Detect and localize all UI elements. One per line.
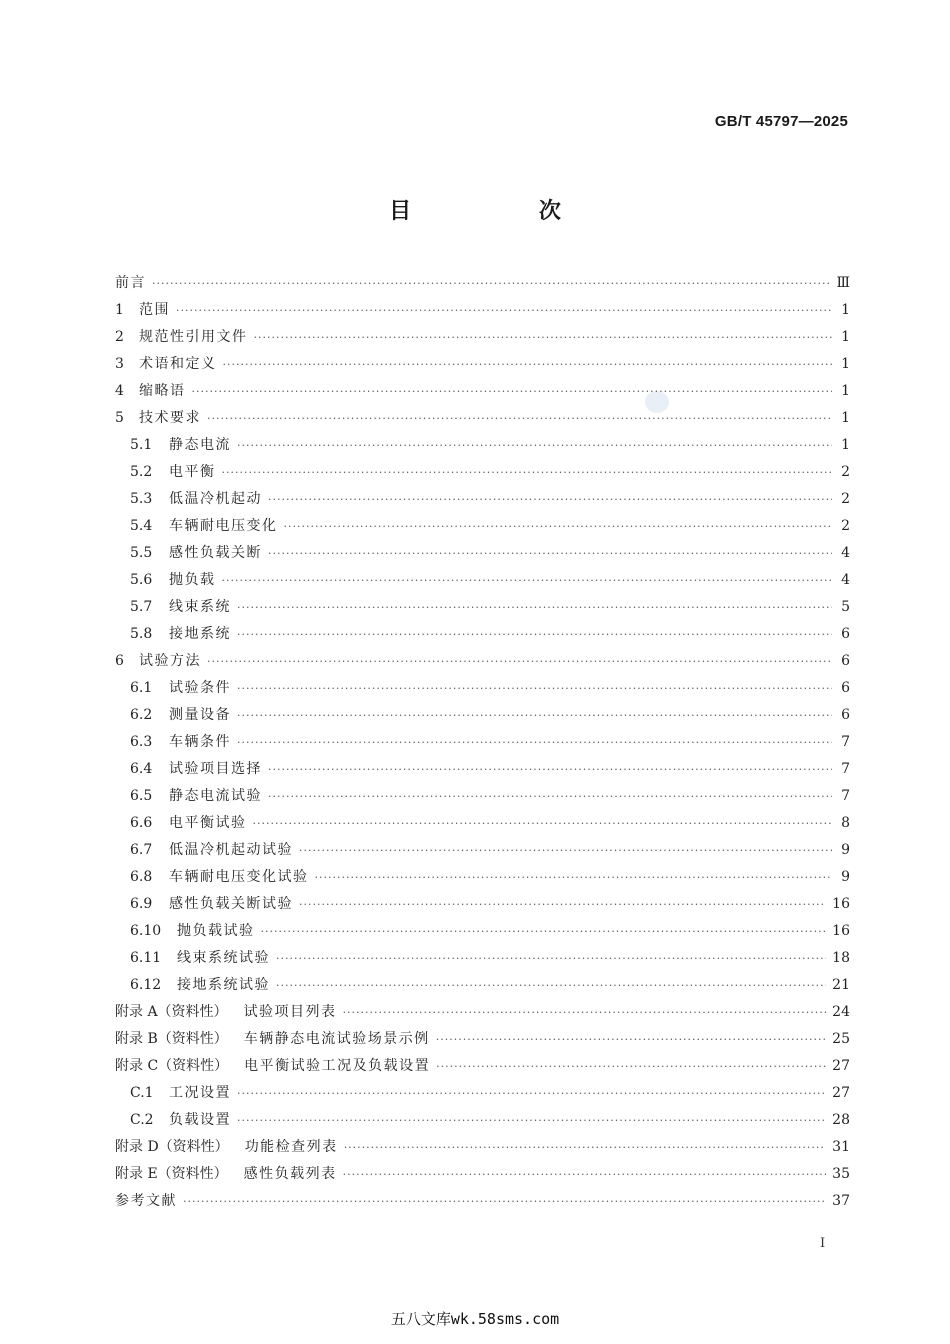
toc-entry-label: 功能检查列表	[244, 1139, 338, 1155]
toc-entry-number: 6.2	[130, 707, 153, 723]
toc-entry-number: 1	[115, 302, 124, 318]
toc-leader-dots	[223, 351, 833, 378]
toc-entry[interactable]	[115, 702, 850, 729]
toc-entry-page: 6	[841, 653, 850, 669]
toc-entry-label: 试验条件	[169, 680, 231, 696]
toc-entry-number: 附录 A（资料性）	[115, 1004, 228, 1020]
toc-leader-dots	[268, 540, 832, 567]
toc-entry-label: 线束系统试验	[177, 950, 270, 966]
toc-entry-number: 6.9	[130, 896, 153, 912]
toc-entry-label: 线束系统	[169, 599, 231, 615]
toc-entry-number: 5.2	[130, 464, 153, 480]
toc-entry-number: 5.8	[130, 626, 153, 642]
toc-leader-dots	[276, 945, 826, 972]
toc-entry-page: 5	[841, 599, 850, 615]
toc-leader-dots	[152, 270, 830, 297]
toc-entry-label: 负载设置	[169, 1112, 231, 1128]
toc-entry-label: 试验方法	[139, 653, 201, 669]
toc-entry-number: 2	[115, 329, 124, 345]
toc-entry-label: 试验项目选择	[169, 761, 262, 777]
toc-entry-page: 1	[841, 437, 850, 453]
toc-entry-number: 5	[115, 410, 124, 426]
toc-entry-label: 抛负载	[169, 572, 216, 588]
toc-entry[interactable]	[115, 810, 850, 837]
toc-entry-page: 4	[841, 572, 850, 588]
toc-leader-dots	[276, 972, 826, 999]
toc-leader-dots	[268, 783, 832, 810]
toc-leader-dots	[222, 459, 833, 486]
toc-entry-number: 附录 C（资料性）	[115, 1058, 229, 1074]
toc-leader-dots	[299, 891, 826, 918]
toc-entry[interactable]	[115, 972, 850, 999]
toc-leader-dots	[253, 810, 833, 837]
toc-entry[interactable]	[115, 405, 850, 432]
toc-entry[interactable]	[115, 486, 850, 513]
toc-entry-label: 电平衡试验工况及负载设置	[244, 1058, 431, 1074]
toc-entry-label: 车辆静态电流试验场景示例	[243, 1031, 430, 1047]
toc-entry[interactable]	[115, 864, 850, 891]
toc-entry[interactable]	[115, 1134, 850, 1161]
toc-leader-dots	[222, 567, 833, 594]
toc-leader-dots	[207, 648, 832, 675]
toc-entry-page: 2	[841, 491, 850, 507]
toc-entry-page: 1	[841, 410, 850, 426]
toc-entry-page: 27	[832, 1085, 850, 1101]
toc-entry[interactable]	[115, 594, 850, 621]
toc-entry-number: 6.3	[130, 734, 153, 750]
toc-entry[interactable]	[115, 432, 850, 459]
toc-entry-number: 5.7	[130, 599, 153, 615]
toc-leader-dots	[176, 297, 832, 324]
toc-entry-page: 27	[832, 1058, 850, 1074]
toc-entry-number: 5.6	[130, 572, 153, 588]
toc-leader-dots	[436, 1026, 826, 1053]
toc-entry-number: 6.11	[130, 950, 162, 966]
toc-leader-dots	[192, 378, 833, 405]
toc-entry[interactable]	[115, 999, 850, 1026]
toc-leader-dots	[237, 1080, 826, 1107]
toc-leader-dots	[261, 918, 827, 945]
toc-entry-page: 21	[832, 977, 850, 993]
toc-entry-page: 8	[841, 815, 850, 831]
toc-entry[interactable]	[115, 540, 850, 567]
toc-entry-number: 附录 D（资料性）	[115, 1139, 229, 1155]
toc-entry-page: 31	[832, 1139, 850, 1155]
toc-entry-page: 2	[841, 518, 850, 534]
toc-entry[interactable]	[115, 378, 850, 405]
toc-leader-dots	[284, 513, 833, 540]
toc-entry-page: 9	[841, 869, 850, 885]
toc-entry-page: 18	[832, 950, 850, 966]
toc-entry-number: 6.8	[130, 869, 153, 885]
toc-entry[interactable]	[115, 891, 850, 918]
toc-entry-page: 1	[841, 329, 850, 345]
toc-entry-number: 6	[115, 653, 124, 669]
toc-entry-page: 25	[832, 1031, 850, 1047]
toc-entry-number: 6.10	[130, 923, 162, 939]
toc-entry-number: 6.7	[130, 842, 153, 858]
toc-entry-label: 车辆耐电压变化	[169, 518, 278, 534]
toc-entry-label: 缩略语	[139, 383, 186, 399]
toc-entry-page: 1	[841, 356, 850, 372]
toc-leader-dots	[207, 405, 832, 432]
toc-entry-label: 低温冷机起动试验	[169, 842, 293, 858]
toc-entry[interactable]	[115, 324, 850, 351]
toc-entry-label: 低温冷机起动	[169, 491, 262, 507]
toc-entry[interactable]	[115, 756, 850, 783]
toc-entry[interactable]	[115, 1026, 850, 1053]
toc-entry-page: 6	[841, 680, 850, 696]
toc-entry[interactable]	[115, 1107, 850, 1134]
toc-entry-number: 6.1	[130, 680, 153, 696]
toc-entry-label: 静态电流	[169, 437, 231, 453]
footer-watermark-text: 五八文库wk.58sms.com	[390, 1310, 560, 1328]
toc-entry[interactable]	[115, 729, 850, 756]
toc-entry-page: 2	[841, 464, 850, 480]
toc-entry-page: 1	[841, 302, 850, 318]
toc-entry-page: 7	[841, 788, 850, 804]
toc-entry-number: 4	[115, 383, 124, 399]
toc-leader-dots	[344, 1134, 826, 1161]
toc-leader-dots	[315, 864, 833, 891]
toc-leader-dots	[436, 1053, 826, 1080]
toc-entry[interactable]	[115, 1161, 850, 1188]
toc-entry-page: 35	[832, 1166, 850, 1182]
toc-entry-number: 5.5	[130, 545, 153, 561]
toc-entry[interactable]	[115, 1080, 850, 1107]
toc-entry-label: 前言	[115, 275, 146, 291]
toc-entry-number: 5.1	[130, 437, 153, 453]
page-title: 目 次	[389, 199, 621, 224]
toc-leader-dots	[237, 729, 832, 756]
toc-entry-page: 1	[841, 383, 850, 399]
toc-entry-label: 静态电流试验	[169, 788, 262, 804]
toc-leader-dots	[237, 621, 832, 648]
toc-leader-dots	[268, 486, 832, 513]
toc-entry[interactable]	[115, 270, 850, 297]
toc-entry-number: 5.3	[130, 491, 153, 507]
toc-entry-label: 范围	[139, 302, 170, 318]
toc-entry-label: 试验项目列表	[243, 1004, 337, 1020]
toc-entry[interactable]	[115, 918, 850, 945]
toc-entry-page: 16	[832, 896, 850, 912]
toc-entry-label: 接地系统试验	[177, 977, 270, 993]
toc-entry[interactable]	[115, 459, 850, 486]
toc-entry-number: 3	[115, 356, 124, 372]
toc-entry-label: 感性负载关断试验	[169, 896, 293, 912]
toc-leader-dots	[237, 432, 832, 459]
toc-entry-label: 抛负载试验	[177, 923, 255, 939]
toc-entry-label: 感性负载关断	[169, 545, 262, 561]
toc-leader-dots	[237, 702, 832, 729]
toc-entry-number: 5.4	[130, 518, 153, 534]
toc-entry[interactable]	[115, 351, 850, 378]
toc-entry-label: 感性负载列表	[243, 1166, 337, 1182]
toc-entry[interactable]	[115, 783, 850, 810]
toc-entry[interactable]	[115, 1188, 850, 1215]
toc-entry-page: 4	[841, 545, 850, 561]
toc-entry-label: 规范性引用文件	[139, 329, 248, 345]
toc-entry[interactable]	[115, 513, 850, 540]
document-code: GB/T 45797—2025	[714, 113, 848, 130]
toc-entry[interactable]	[115, 675, 850, 702]
toc-entry[interactable]	[115, 945, 850, 972]
toc-entry-page: 16	[832, 923, 850, 939]
toc-leader-dots	[237, 1107, 826, 1134]
toc-entry-page: 7	[841, 761, 850, 777]
toc-entry-label: 测量设备	[169, 707, 231, 723]
toc-entry[interactable]	[115, 1053, 850, 1080]
toc-entry-page: 6	[841, 626, 850, 642]
toc-entry-page: 37	[832, 1193, 850, 1209]
toc-entry-number: 6.4	[130, 761, 153, 777]
toc-entry-number: 附录 B（资料性）	[115, 1031, 228, 1047]
toc-entry-label: 工况设置	[169, 1085, 231, 1101]
toc-entry-page: Ⅲ	[836, 275, 850, 291]
toc-entry-number: 6.12	[130, 977, 162, 993]
page-number: I	[820, 1236, 826, 1251]
toc-leader-dots	[343, 1161, 827, 1188]
toc-entry-label: 车辆条件	[169, 734, 231, 750]
toc-leader-dots	[254, 324, 833, 351]
toc-entry-number: 附录 E（资料性）	[115, 1166, 228, 1182]
toc-list	[115, 270, 850, 1215]
toc-entry-number: 6.6	[130, 815, 153, 831]
toc-leader-dots	[343, 999, 827, 1026]
toc-leader-dots	[183, 1188, 826, 1215]
toc-entry-label: 电平衡	[169, 464, 216, 480]
toc-leader-dots	[237, 675, 832, 702]
toc-entry-page: 6	[841, 707, 850, 723]
toc-entry-label: 技术要求	[139, 410, 201, 426]
toc-leader-dots	[237, 594, 832, 621]
toc-entry-page: 28	[832, 1112, 850, 1128]
toc-entry-page: 24	[832, 1004, 850, 1020]
toc-entry-page: 7	[841, 734, 850, 750]
toc-entry-number: 6.5	[130, 788, 153, 804]
toc-entry-label: 参考文献	[115, 1193, 177, 1209]
toc-entry-label: 术语和定义	[139, 356, 217, 372]
toc-entry[interactable]	[115, 837, 850, 864]
toc-entry-label: 接地系统	[169, 626, 231, 642]
toc-entry-number: C.2	[130, 1112, 154, 1128]
toc-entry[interactable]	[115, 648, 850, 675]
toc-entry-page: 9	[841, 842, 850, 858]
toc-leader-dots	[268, 756, 832, 783]
toc-entry[interactable]	[115, 567, 850, 594]
toc-entry[interactable]	[115, 297, 850, 324]
toc-entry-number: C.1	[130, 1085, 154, 1101]
toc-entry-label: 车辆耐电压变化试验	[169, 869, 309, 885]
toc-entry-label: 电平衡试验	[169, 815, 247, 831]
toc-entry[interactable]	[115, 621, 850, 648]
toc-leader-dots	[299, 837, 832, 864]
